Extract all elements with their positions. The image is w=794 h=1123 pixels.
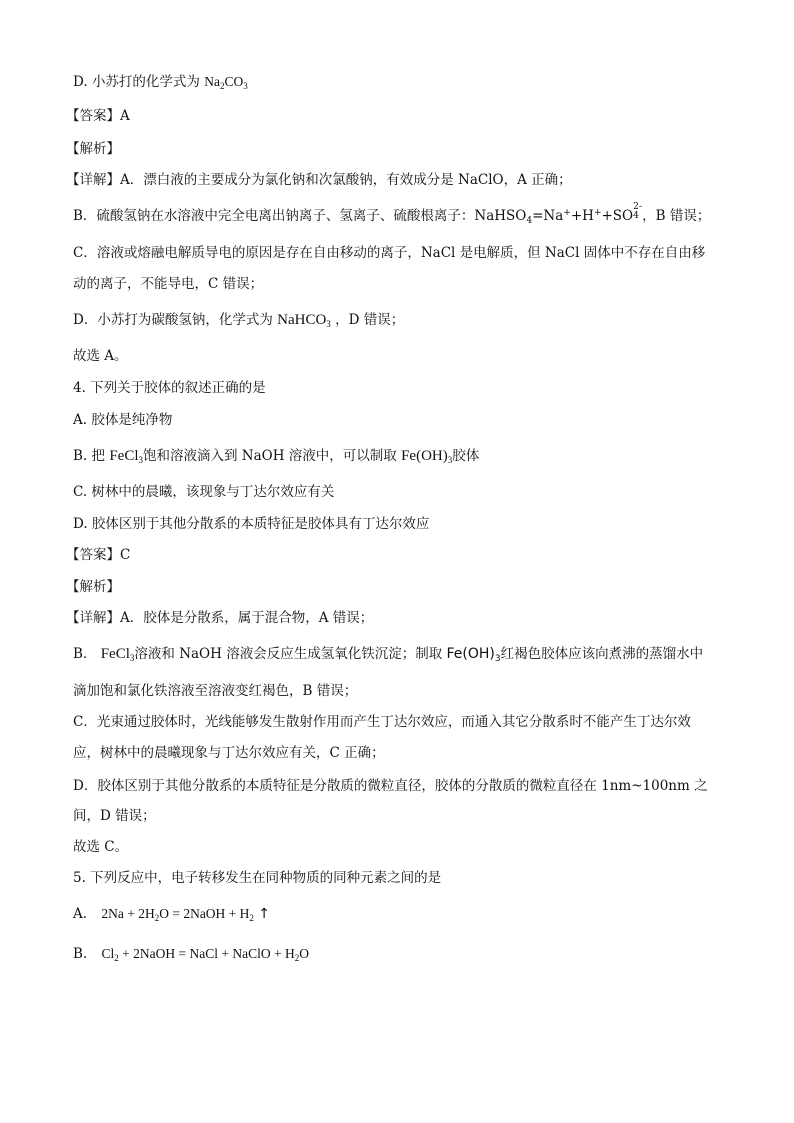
formula: $Na_2CO_3$ (204, 74, 248, 91)
q4-detail-c-line1: C．光束通过胶体时，光线能够发生散射作用而产生丁达尔效应，而通入其它分散系时不能产生丁达尔效 (73, 714, 691, 730)
q4-detail-d-line2: 间，D 错误； (73, 808, 156, 824)
q4-answer: 【答案】C (66, 547, 131, 563)
equation: $Cl_2$ + 2NaOH = NaCl + NaClO + $H_2O$ (101, 946, 309, 963)
q4-detail-b-line2: 滴加饱和氯化铁溶液至溶液变红褐色，B 错误； (73, 683, 358, 699)
q3-detail-c-line1: C．溶液或熔融电解质导电的原因是存在自由移动的离子，NaCl 是电解质，但 NaCl 固体中不存在自由移 (73, 245, 706, 261)
q4-detail-a: 【详解】A．胶体是分散系，属于混合物，A 错误； (66, 610, 374, 626)
formula: $Fe(OH)_3$ (401, 448, 453, 465)
gas-arrow-icon: ↑ (258, 906, 270, 922)
q5-option-a: A. $2Na + 2H_2O$ = 2NaOH + $H_2$ ↑ (73, 906, 270, 923)
formula: FeCl$_3$ (100, 646, 135, 663)
equation: $2Na + 2H_2O$ = 2NaOH + $H_2$ (101, 906, 254, 923)
option-label: D. (73, 74, 88, 90)
q3-detail-a: 【详解】A．漂白液的主要成分为氯化钠和次氯酸钠，有效成分是 NaClO，A 正确； (66, 172, 572, 188)
q4-option-d: D. 胶体区别于其他分散系的本质特征是胶体具有丁达尔效应 (73, 516, 430, 532)
formula: FeCl$_3$ (109, 448, 143, 465)
formula: $Fe(OH)_3$ (446, 646, 501, 664)
q3-answer: 【答案】A (66, 108, 130, 124)
q4-detail-d-line1: D．胶体区别于其他分散系的本质特征是分散质的微粒直径，胶体的分散质的微粒直径在 1nm~100nm 之 (73, 778, 708, 794)
q4-option-a: A. 胶体是纯净物 (73, 412, 173, 428)
q3-analysis-label: 【解析】 (66, 141, 120, 157)
q5-stem: 5. 下列反应中，电子转移发生在同种物质的同种元素之间的是 (73, 870, 442, 886)
q4-analysis-label: 【解析】 (66, 579, 120, 595)
q4-conclusion: 故选 C。 (73, 839, 129, 855)
q3-detail-b: B．硫酸氢钠在水溶液中完全电离出钠离子、氢离子、硫酸根离子：NaHSO$_4$=Na++H++SO 2- 4 ，B 错误； (73, 202, 711, 226)
q4-detail-c-line2: 应，树林中的晨曦现象与丁达尔效应有关，C 正确； (73, 745, 385, 761)
q4-option-b: B. 把 FeCl$_3$饱和溶液滴入到 NaOH 溶液中，可以制取 $Fe(OH)_3$胶体 (73, 448, 480, 465)
q5-option-b: B. $Cl_2$ + 2NaOH = NaCl + NaClO + $H_2O$ (73, 946, 309, 963)
q3-detail-c-line2: 动的离子，不能导电，C 错误； (73, 276, 264, 292)
formula: NaHCO$_3$ (277, 312, 331, 329)
option-text: 小苏打的化学式为 (91, 74, 200, 90)
q3-detail-d: D．小苏打为碳酸氢钠，化学式为 NaHCO$_3$ ，D 错误； (73, 312, 405, 329)
q3-conclusion: 故选 A。 (73, 348, 128, 364)
q4-option-c: C. 树林中的晨曦，该现象与丁达尔效应有关 (73, 484, 335, 500)
q3-option-d (73, 72, 248, 92)
q4-stem: 4. 下列关于胶体的叙述正确的是 (73, 380, 266, 396)
q4-detail-b-line1: B． FeCl$_3$溶液和 NaOH 溶液会反应生成氢氧化铁沉淀；制取 $Fe(OH)_3$红褐色胶体应该向煮沸的蒸馏水中 (73, 646, 704, 664)
